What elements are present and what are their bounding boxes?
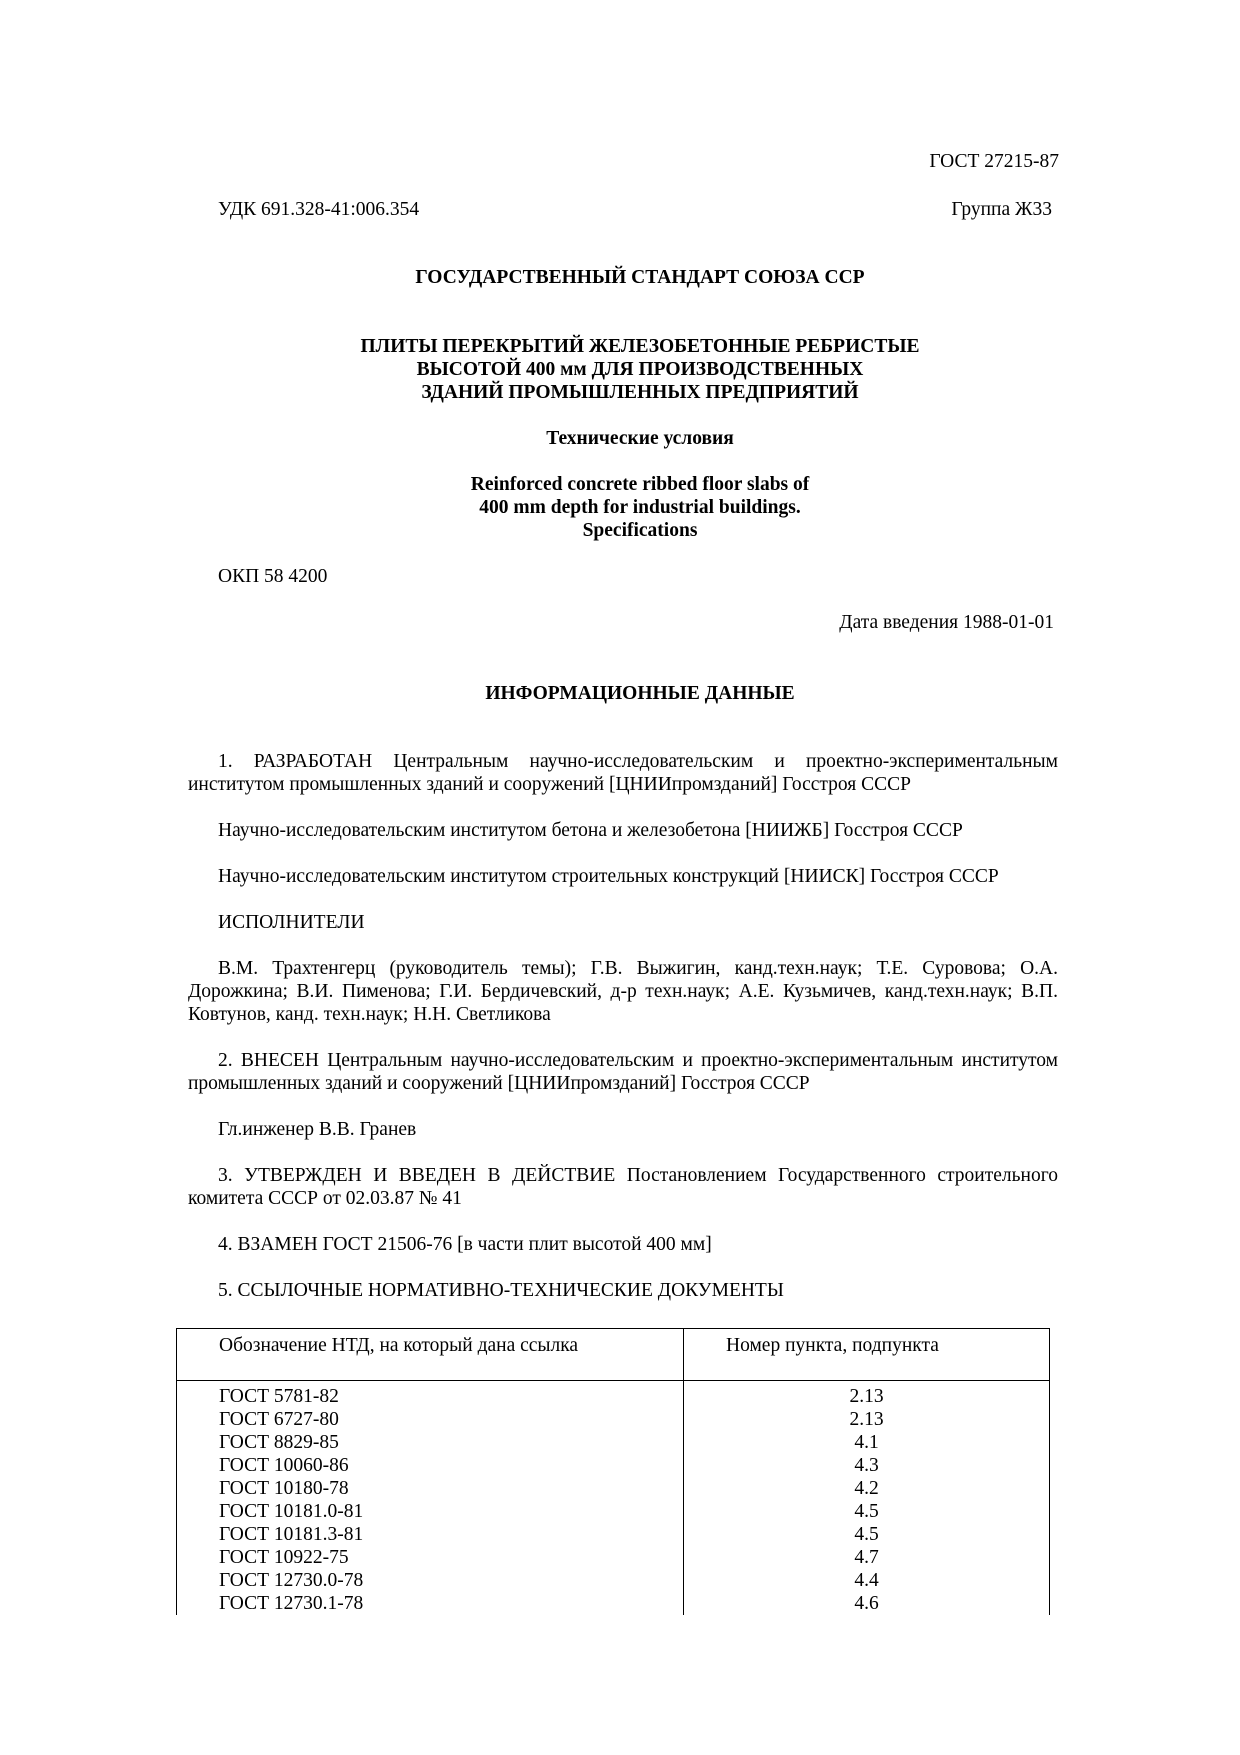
table-header-clause: Номер пункта, подпункта — [684, 1329, 1050, 1381]
table-cell-document: ГОСТ 10060-86 — [177, 1454, 684, 1477]
table-row — [177, 1381, 1050, 1409]
table-cell-clause: 2.13 — [684, 1381, 1050, 1409]
introduction-date: Дата введения 1988-01-01 — [839, 612, 1054, 633]
table-cell-clause: 4.4 — [684, 1569, 1050, 1592]
table-cell-document: ГОСТ 12730.1-78 — [177, 1592, 684, 1615]
paragraph-chief-engineer: Гл.инженер В.В. Гранев — [218, 1119, 417, 1140]
paragraph-reference-docs: 5. ССЫЛОЧНЫЕ НОРМАТИВНО-ТЕХНИЧЕСКИЕ ДОКУМЕНТЫ — [218, 1280, 784, 1301]
okp-code: ОКП 58 4200 — [218, 566, 328, 587]
doc-subtitle: Технические условия — [546, 428, 734, 449]
doc-title-line3: ЗДАНИЙ ПРОМЫШЛЕННЫХ ПРЕДПРИЯТИЙ — [421, 382, 859, 403]
table-cell-document: ГОСТ 10181.3-81 — [177, 1523, 684, 1546]
english-title-line3: Specifications — [582, 520, 698, 541]
table-row — [177, 1523, 1050, 1546]
udk-code: УДК 691.328-41:006.354 — [218, 199, 420, 220]
table-cell-clause: 4.7 — [684, 1546, 1050, 1569]
table-cell-clause: 2.13 — [684, 1408, 1050, 1431]
table-row — [177, 1477, 1050, 1500]
paragraph-niisk: Научно-исследовательским институтом строительных конструкций [НИИСК] Госстроя СССР — [218, 866, 999, 887]
table-header-row — [177, 1329, 1050, 1381]
table-cell-document: ГОСТ 12730.0-78 — [177, 1569, 684, 1592]
english-title-line1: Reinforced concrete ribbed floor slabs of — [470, 474, 810, 495]
table-cell-document: ГОСТ 10180-78 — [177, 1477, 684, 1500]
table-row — [177, 1592, 1050, 1615]
table-row — [177, 1408, 1050, 1431]
table-cell-document: ГОСТ 6727-80 — [177, 1408, 684, 1431]
group-code: Группа Ж33 — [951, 199, 1052, 220]
paragraph-submitted-by: 2. ВНЕСЕН Центральным научно-исследовательским и проектно-экспериментальным институтом промышленных зданий и сооружений [ЦНИИпромзданий] Госстроя СССР — [188, 1050, 1058, 1094]
table-row — [177, 1546, 1050, 1569]
paragraph-performers-list: В.М. Трахтенгерц (руководитель темы); Г.В. Выжигин, канд.техн.наук; Т.Е. Суровова; О.А. Дорожкина; В.И. Пименова; Г.И. Бердичевский, д-р техн.наук; А.Е. Кузьмичев, канд.техн.наук; В.П. Ковтунов, канд. техн.наук; Н.Н. Светликова — [188, 958, 1058, 1025]
info-heading: ИНФОРМАЦИОННЫЕ ДАННЫЕ — [485, 683, 795, 704]
table-cell-clause: 4.5 — [684, 1500, 1050, 1523]
table-cell-document: ГОСТ 10922-75 — [177, 1546, 684, 1569]
paragraph-performers-heading: ИСПОЛНИТЕЛИ — [218, 912, 365, 933]
table-cell-clause: 4.1 — [684, 1431, 1050, 1454]
paragraph-replaces: 4. ВЗАМЕН ГОСТ 21506-76 [в части плит высотой 400 мм] — [218, 1234, 712, 1255]
standard-title: ГОСУДАРСТВЕННЫЙ СТАНДАРТ СОЮЗА ССР — [415, 267, 865, 288]
table-header-document: Обозначение НТД, на который дана ссылка — [177, 1329, 684, 1381]
table-row — [177, 1500, 1050, 1523]
reference-documents-table — [176, 1328, 1050, 1615]
table-cell-document: ГОСТ 5781-82 — [177, 1381, 684, 1409]
paragraph-approved: 3. УТВЕРЖДЕН И ВВЕДЕН В ДЕЙСТВИЕ Постановлением Государственного строительного комитета СССР от 02.03.87 № 41 — [188, 1165, 1058, 1209]
table-cell-clause: 4.2 — [684, 1477, 1050, 1500]
table-cell-clause: 4.5 — [684, 1523, 1050, 1546]
table-row — [177, 1431, 1050, 1454]
table-cell-document: ГОСТ 8829-85 — [177, 1431, 684, 1454]
table-row — [177, 1569, 1050, 1592]
paragraph-developed-by: 1. РАЗРАБОТАН Центральным научно-исследовательским и проектно-экспериментальным институтом промышленных зданий и сооружений [ЦНИИпромзданий] Госстроя СССР — [188, 751, 1058, 795]
table-row — [177, 1454, 1050, 1477]
doc-title-line2: ВЫСОТОЙ 400 мм ДЛЯ ПРОИЗВОДСТВЕННЫХ — [416, 359, 864, 380]
gost-number: ГОСТ 27215-87 — [929, 151, 1059, 172]
table-cell-clause: 4.6 — [684, 1592, 1050, 1615]
english-title-line2: 400 mm depth for industrial buildings. — [479, 497, 801, 518]
doc-title-line1: ПЛИТЫ ПЕРЕКРЫТИЙ ЖЕЛЕЗОБЕТОННЫЕ РЕБРИСТЫЕ — [360, 336, 920, 357]
table-cell-clause: 4.3 — [684, 1454, 1050, 1477]
paragraph-niizhb: Научно-исследовательским институтом бетона и железобетона [НИИЖБ] Госстроя СССР — [218, 820, 963, 841]
table-cell-document: ГОСТ 10181.0-81 — [177, 1500, 684, 1523]
